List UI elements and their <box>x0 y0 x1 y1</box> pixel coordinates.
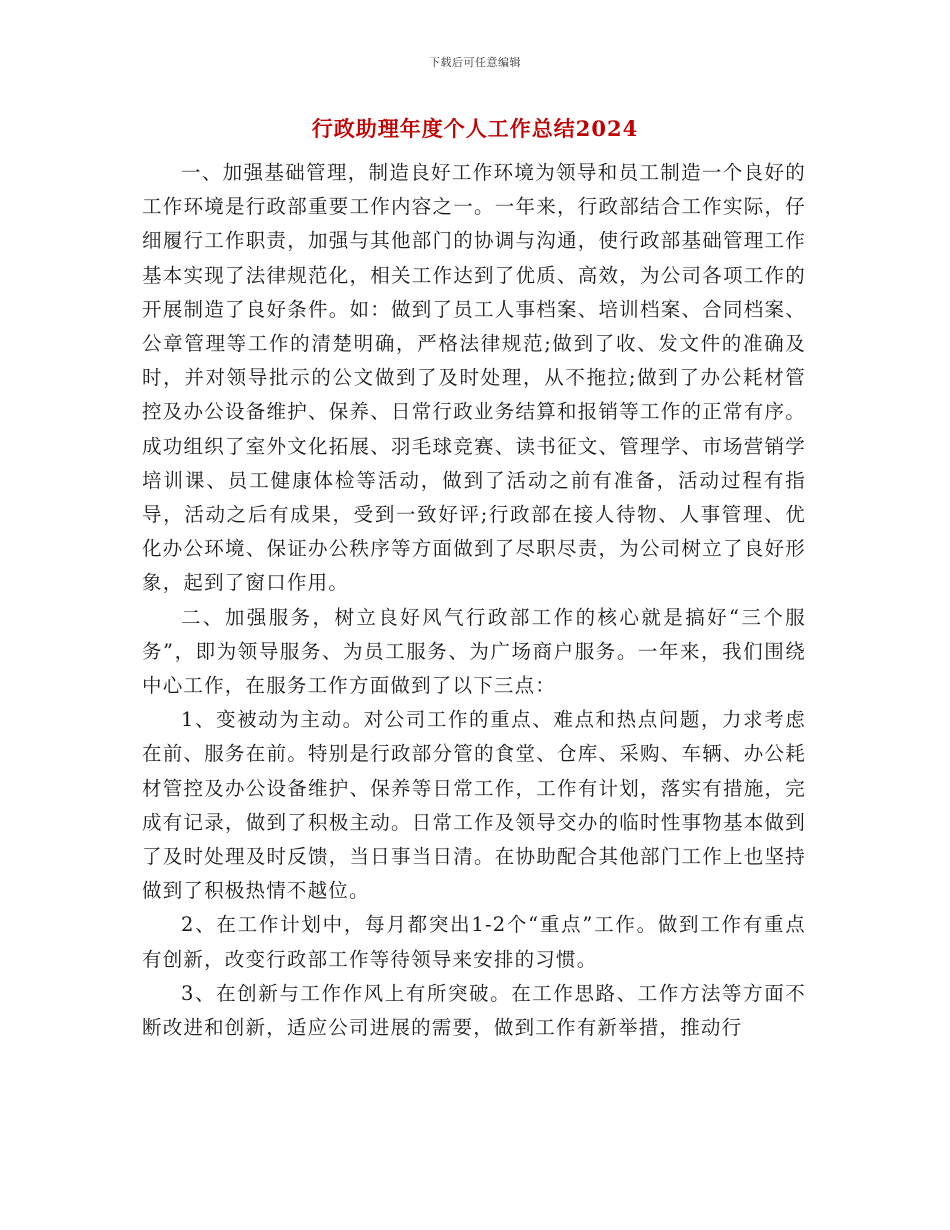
paragraph-service: 二、加强服务，树立良好风气行政部工作的核心就是搞好“三个服务”，即为领导服务、为员工服务、为广场商户服务。一年来，我们围绕中心工作，在服务工作方面做到了以下三点： <box>142 605 806 698</box>
document-title: 行政助理年度个人工作总结2024 <box>311 116 639 141</box>
paragraph-basic-management: 一、加强基础管理，制造良好工作环境为领导和员工制造一个良好的工作环境是行政部重要工作内容之一。一年来，行政部结合工作实际，仔细履行工作职责，加强与其他部门的协调与沟通，使行政部基础管理工作基本实现了法律规范化，相关工作达到了优质、高效，为公司各项工作的开展制造了良好条件。如：做到了员工人事档案、培训档案、合同档案、公章管理等工作的清楚明确，严格法律规范;做到了收、发文件的准确及时，并对领导批示的公文做到了及时处理，从不拖拉;做到了办公耗材管控及办公设备维护、保养、日常行政业务结算和报销等工作的正常有序。成功组织了室外文化拓展、羽毛球竞赛、读书征文、管理学、市场营销学培训课、员工健康体检等活动，做到了活动之前有准备，活动过程有指导，活动之后有成果，受到一致好评;行政部在接人待物、人事管理、优化办公环境、保证办公秩序等方面做到了尽职尽责，为公司树立了良好形象，起到了窗口作用。 <box>142 161 806 595</box>
paragraph-point-3: 3、在创新与工作作风上有所突破。在工作思路、工作方法等方面不断改进和创新，适应公司进展的需要，做到工作有新举措，推动行 <box>142 981 806 1040</box>
paragraph-point-1: 1、变被动为主动。对公司工作的重点、难点和热点问题，力求考虑在前、服务在前。特别是行政部分管的食堂、仓库、采购、车辆、办公耗材管控及办公设备维护、保养等日常工作，工作有计划，落实有措施，完成有记录，做到了积极主动。日常工作及领导交办的临时性事物基本做到了及时处理及时反馈，当日事当日清。在协助配合其他部门工作上也坚持做到了积极热情不越位。 <box>142 708 806 903</box>
paragraph-point-2: 2、在工作计划中，每月都突出1-2个“重点”工作。做到工作有重点有创新，改变行政部工作等待领导来安排的习惯。 <box>142 913 806 971</box>
header-note: 下载后可任意编辑 <box>429 56 521 69</box>
document-body <box>142 156 806 1045</box>
